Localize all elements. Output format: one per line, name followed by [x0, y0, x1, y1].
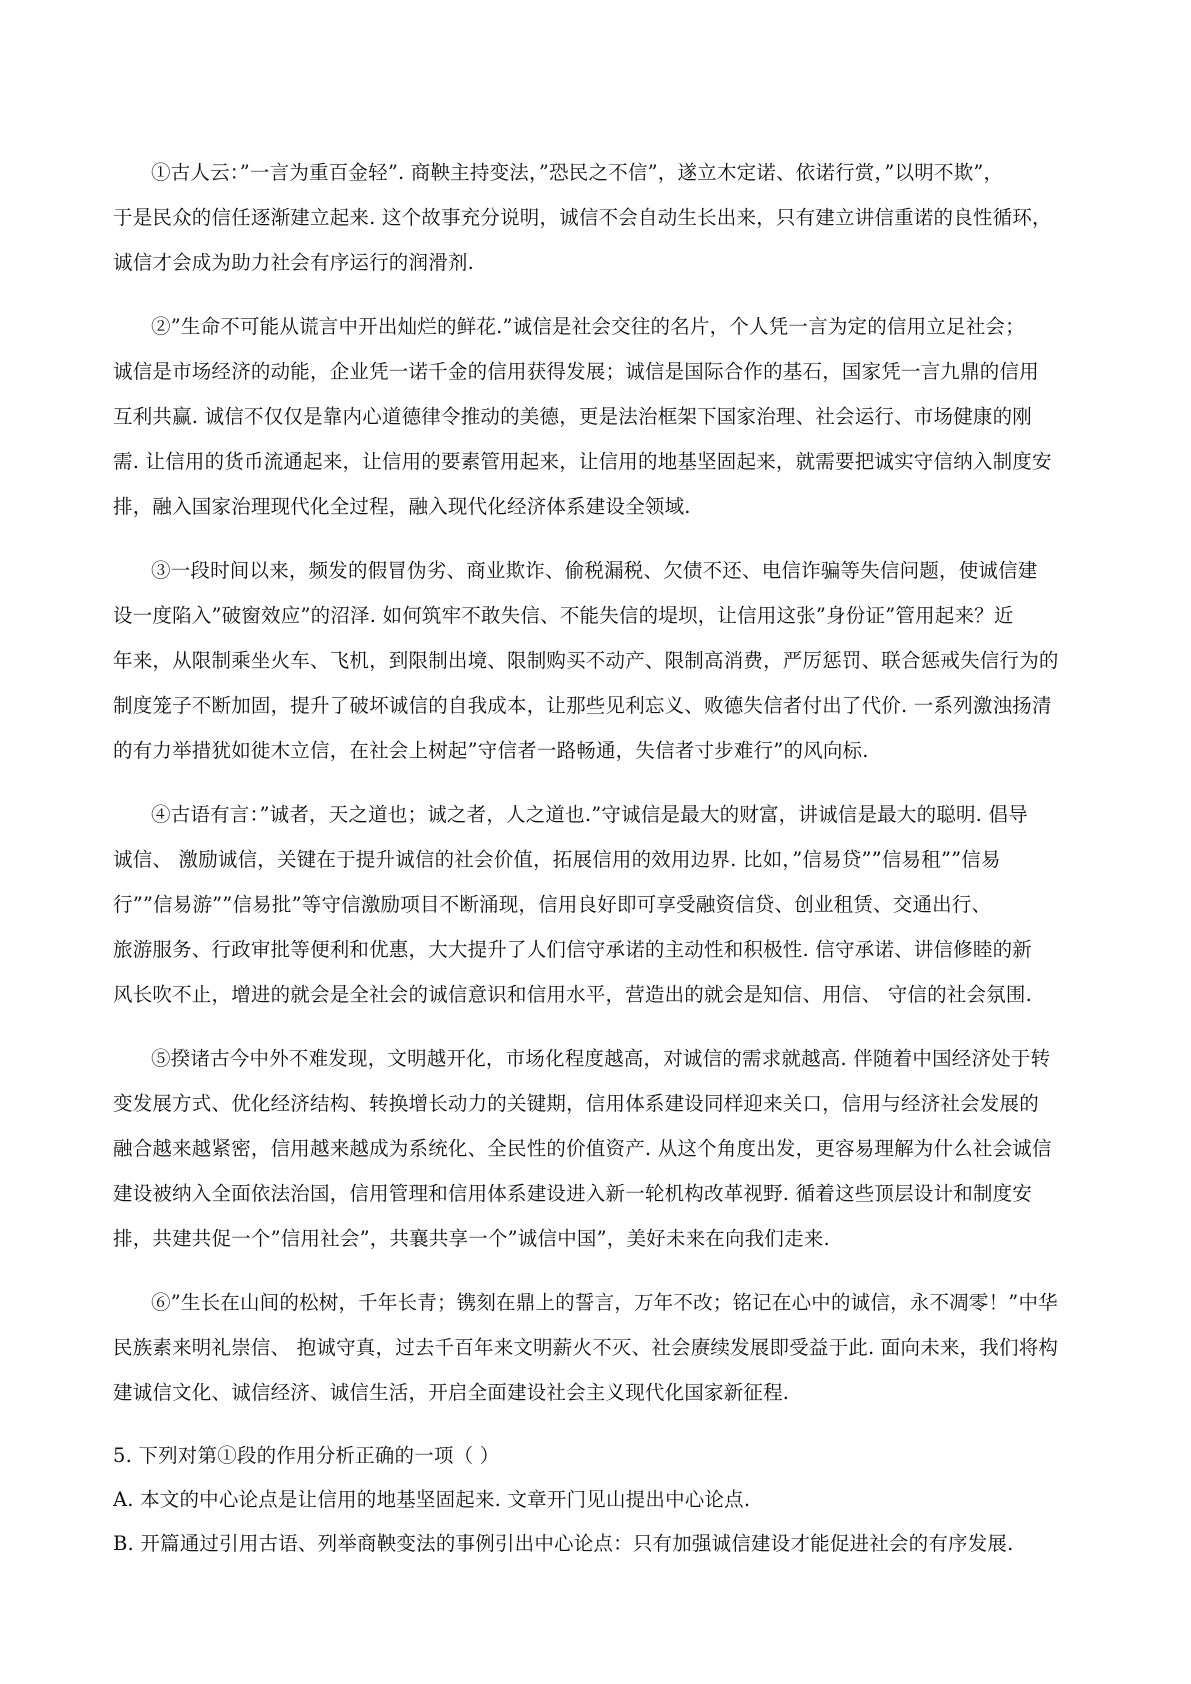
- paragraph-line: 民族素来明礼崇信、 抱诚守真，过去千百年来文明薪火不灭、社会赓续发展即受益于此. 面向未来，我们将构: [113, 1336, 1059, 1359]
- question-5: [113, 1434, 1075, 1566]
- paragraph-2: [113, 304, 1075, 529]
- paragraph-line: 变发展方式、优化经济结构、转换增长动力的关键期，信用体系建设同样迎来关口，信用与经济社会发展的: [113, 1092, 1039, 1115]
- paragraph-line: 互利共赢. 诚信不仅仅是靠内心道德律令推动的美德，更是法治框架下国家治理、社会运行、市场健康的刚: [113, 405, 1032, 428]
- paragraph-line: 需. 让信用的货币流通起来，让信用的要素管用起来，让信用的地基坚固起来，就需要把诚实守信纳入制度安: [113, 450, 1052, 473]
- paragraph-line: 风长吹不止，增进的就会是全社会的诚信意识和信用水平，营造出的就会是知信、用信、 守信的社会氛围.: [113, 983, 1032, 1006]
- paragraph-line: 诚信是市场经济的动能，企业凭一诺千金的信用获得发展；诚信是国际合作的基石，国家凭一言九鼎的信用: [113, 360, 1039, 383]
- paragraph-line: 年来，从限制乘坐火车、飞机，到限制出境、限制购买不动产、限制高消费，严厉惩罚、联合惩戒失信行为的: [113, 649, 1059, 672]
- option-a: A. 本文的中心论点是让信用的地基坚固起来. 文章开门见山提出中心论点.: [113, 1488, 751, 1511]
- question-stem: 5. 下列对第①段的作用分析正确的一项（ ）: [113, 1444, 500, 1467]
- paragraph-5: [113, 1036, 1075, 1261]
- paragraph-6: [113, 1280, 1075, 1415]
- paragraph-line: 诚信、 激励诚信，关键在于提升诚信的社会价值，拓展信用的效用边界. 比如，”信易贷””信易租””信易: [113, 848, 1001, 871]
- paragraph-line: 设一度陷入”破窗效应”的沼泽. 如何筑牢不敢失信、不能失信的堤坝，让信用这张”身份证”管用起来？近: [113, 604, 1014, 627]
- paragraph-line: 建设被纳入全面依法治国，信用管理和信用体系建设进入新一轮机构改革视野. 循着这些顶层设计和制度安: [113, 1182, 1032, 1205]
- paragraph-line: 旅游服务、行政审批等便利和优惠，大大提升了人们信守承诺的主动性和积极性. 信守承诺、讲信修睦的新: [113, 938, 1032, 961]
- paragraph-line: ⑤揆诸古今中外不难发现，文明越开化，市场化程度越高，对诚信的需求就越高. 伴随着中国经济处于转: [151, 1047, 1051, 1070]
- option-b: B. 开篇通过引用古语、列举商鞅变法的事例引出中心论点：只有加强诚信建设才能促进社会的有序发展.: [113, 1532, 1014, 1555]
- paragraph-line: 的有力举措犹如徙木立信，在社会上树起”守信者一路畅通，失信者寸步难行”的风向标.: [113, 739, 869, 762]
- paragraph-line: ④古语有言：”诚者，天之道也；诚之者，人之道也.”守诚信是最大的财富，讲诚信是最大的聪明. 倡导: [151, 803, 1028, 826]
- paragraph-line: 融合越来越紧密，信用越来越成为系统化、全民性的价值资产. 从这个角度出发，更容易理解为什么社会诚信: [113, 1137, 1052, 1160]
- paragraph-line: 制度笼子不断加固，提升了破坏诚信的自我成本，让那些见利忘义、败德失信者付出了代价. 一系列激浊扬清: [113, 694, 1052, 717]
- paragraph-line: 行””信易游””信易批”等守信激励项目不断涌现，信用良好即可享受融资信贷、创业租赁、交通出行、: [113, 893, 992, 916]
- paragraph-line: ①古人云：”一言为重百金轻”. 商鞅主持变法，”恐民之不信”，遂立木定诺、依诺行赏，”以明不欺”，: [151, 161, 1004, 184]
- paragraph-line: 建诚信文化、诚信经济、诚信生活，开启全面建设社会主义现代化国家新征程.: [113, 1381, 790, 1404]
- paragraph-line: 于是民众的信任逐渐建立起来. 这个故事充分说明，诚信不会自动生长出来，只有建立讲信重诺的良性循环，: [113, 206, 1052, 229]
- paragraph-line: ②”生命不可能从谎言中开出灿烂的鲜花.”诚信是社会交往的名片，个人凭一言为定的信用立足社会；: [151, 315, 1025, 338]
- paragraph-line: ⑥”生长在山间的松树，千年长青；镌刻在鼎上的誓言，万年不改；铭记在心中的诚信，永不凋零！”中华: [151, 1291, 1058, 1314]
- paragraph-line: 排，融入国家治理现代化全过程，融入现代化经济体系建设全领域.: [113, 495, 691, 518]
- paragraph-1: [113, 150, 1075, 285]
- paragraph-line: 排，共建共促一个”信用社会”，共襄共享一个”诚信中国”，美好未来在向我们走来.: [113, 1227, 830, 1250]
- paragraph-line: 诚信才会成为助力社会有序运行的润滑剂.: [113, 251, 474, 274]
- paragraph-4: [113, 792, 1075, 1017]
- document-page: [113, 150, 1075, 1566]
- paragraph-3: [113, 548, 1075, 773]
- paragraph-line: ③一段时间以来，频发的假冒伪劣、商业欺诈、偷税漏税、欠债不还、电信诈骗等失信问题，使诚信建: [151, 559, 1038, 582]
